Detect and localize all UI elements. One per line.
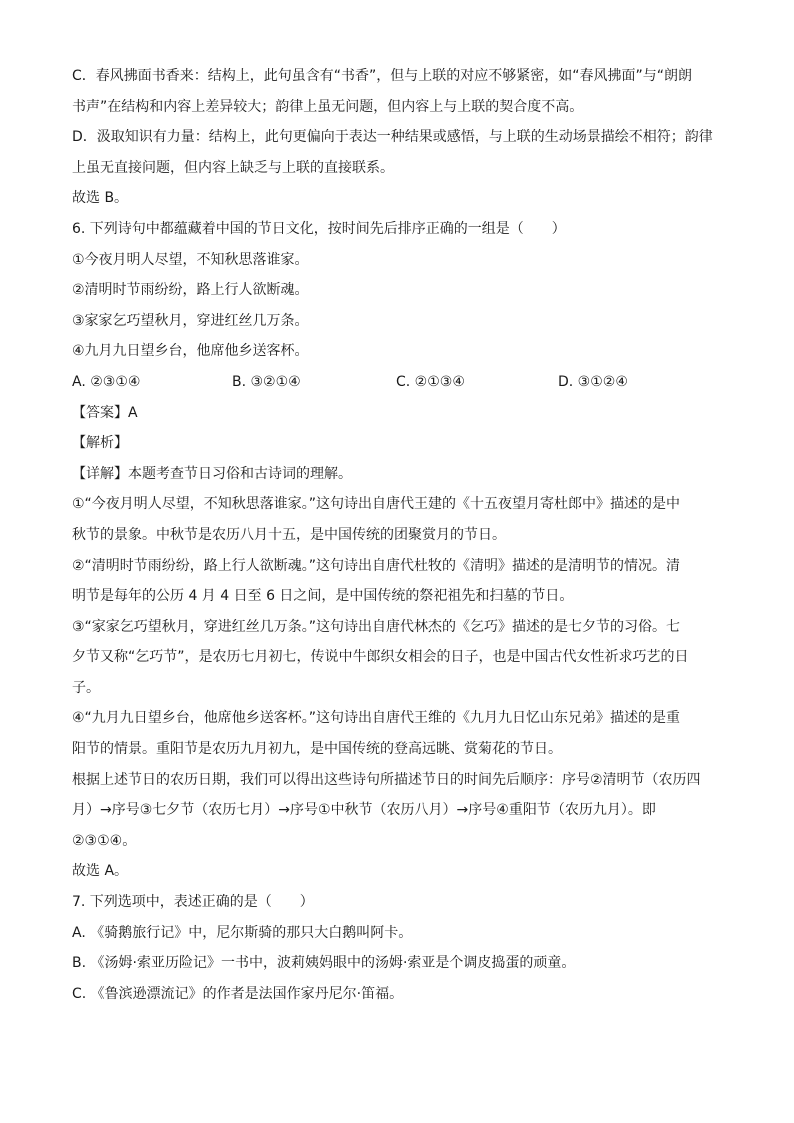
- option-c-line-1: C．春风拂面书香来：结构上，此句虽含有“书香”，但与上联的对应不够紧密，如“春风拂面”与“朗朗: [72, 68, 693, 84]
- poem-line-3: ③家家乞巧望秋月，穿进红丝几万条。: [72, 312, 309, 329]
- conclusion: 故选 A。: [72, 863, 129, 880]
- option-d: D. ③①②④: [558, 373, 628, 390]
- option-a: A. ②③①④: [72, 373, 141, 390]
- conclusion: 故选 B。: [72, 190, 129, 207]
- question-5-analysis: [72, 61, 722, 1009]
- explanation-3-line-2: 夕节又称“乞巧节”，是农历七月初七，传说中牛郎织女相会的日子，也是中国古代女性祈求巧艺的日: [72, 649, 689, 666]
- detail-intro: 本题考查节日习俗和古诗词的理解。: [128, 465, 352, 482]
- options-row: [72, 367, 722, 398]
- explanation-4-line-2: 阳节的情景。重阳节是农历九月初九，是中国传统的登高远眺、赏菊花的节日。: [72, 741, 562, 758]
- explanation-1-line-2: 秋节的景象。中秋节是农历八月十五，是中国传统的团聚赏月的节日。: [72, 526, 506, 543]
- option-c: C. ②①③④: [396, 373, 465, 390]
- analysis-label: 【解析】: [72, 435, 128, 452]
- answer-value: A: [128, 404, 138, 421]
- answer-label: 【答案】: [72, 404, 128, 421]
- poem-line-4: ④九月九日望乡台，他席他乡送客杯。: [72, 343, 309, 360]
- detail-label: 【详解】: [72, 465, 128, 482]
- explanation-2-line-2: 明节是每年的公历 4 月 4 日至 6 日之间，是中国传统的祭祀祖先和扫墓的节日。: [72, 588, 574, 605]
- summary-line-1: 根据上述节日的农历日期，我们可以得出这些诗句所描述节日的时间先后顺序：序号②清明节（农历四: [72, 771, 701, 788]
- option-c-line-2: 书声”在结构和内容上差异较大；韵律上虽无问题，但内容上与上联的契合度不高。: [72, 98, 584, 115]
- option-d-line-2: 上虽无直接问题，但内容上缺乏与上联的直接联系。: [72, 159, 394, 176]
- explanation-2-line-1: ②“清明时节雨纷纷，路上行人欲断魂。”这句诗出自唐代杜牧的《清明》描述的是清明节的情况。清: [72, 557, 681, 574]
- poem-line-1: ①今夜月明人尽望，不知秋思落谁家。: [72, 251, 309, 268]
- summary-line-2: 月）→序号③七夕节（农历七月）→序号①中秋节（农历八月）→序号④重阳节（农历九月）。即: [72, 802, 656, 819]
- q7-option-c: C. 《鲁滨逊漂流记》的作者是法国作家丹尼尔·笛福。: [72, 985, 404, 1002]
- detail-line: [72, 459, 722, 490]
- explanation-4-line-1: ④“九月九日望乡台，他席他乡送客杯。”这句诗出自唐代王维的《九月九日忆山东兄弟》描述的是重: [72, 710, 681, 727]
- poem-line-2: ②清明时节雨纷纷，路上行人欲断魂。: [72, 282, 309, 299]
- q7-option-b: B. 《汤姆·索亚历险记》一书中，波莉姨妈眼中的汤姆·索亚是个调皮捣蛋的顽童。: [72, 955, 576, 972]
- option-b: B. ③②①④: [232, 373, 301, 390]
- question-7-stem: 7. 下列选项中，表述正确的是（ ）: [72, 894, 314, 911]
- answer-line: [72, 398, 722, 429]
- q7-option-a: A. 《骑鹅旅行记》中，尼尔斯骑的那只大白鹅叫阿卡。: [72, 924, 413, 941]
- explanation-3-line-3: 子。: [72, 679, 100, 696]
- question-6-stem: 6. 下列诗句中都蕴藏着中国的节日文化，按时间先后排序正确的一组是（ ）: [72, 220, 566, 237]
- option-d-line-1: D．汲取知识有力量：结构上，此句更偏向于表达一种结果或感悟，与上联的生动场景描绘不相符；韵律: [72, 129, 713, 146]
- explanation-3-line-1: ③“家家乞巧望秋月，穿进红丝几万条。”这句诗出自唐代林杰的《乞巧》描述的是七夕节的习俗。七: [72, 618, 681, 635]
- explanation-1-line-1: ①“今夜月明人尽望，不知秋思落谁家。”这句诗出自唐代王建的《十五夜望月寄杜郎中》描述的是中: [72, 496, 681, 513]
- summary-line-3: ②③①④。: [72, 832, 137, 849]
